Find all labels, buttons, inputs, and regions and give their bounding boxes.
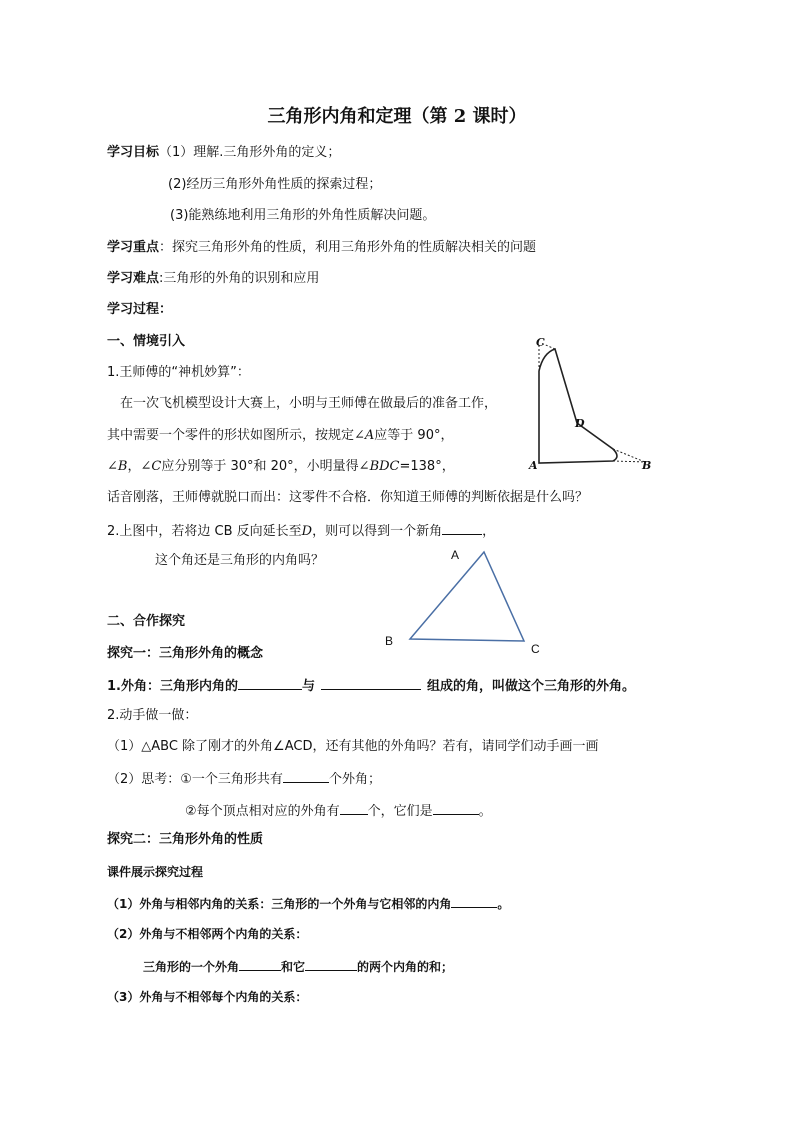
difficulty-label: 学习难点 (107, 271, 160, 286)
goal-2: (2)经历三角形外角性质的探索过程； (168, 177, 382, 192)
comma: ， (127, 459, 141, 474)
section2-heading: 二、合作探究 (107, 614, 186, 629)
question-draw: （1）△ABC 除了刚才的外角∠ACD，还有其他的外角吗？若有，请同学们动手画一画 (107, 739, 599, 754)
think-line-1 (107, 770, 381, 788)
goal-3: (3)能熟练地利用三角形的外角性质解决问题。 (170, 208, 436, 223)
think2-text-a: ②每个顶点相对应的外角有 (185, 804, 340, 819)
q2-text-2: ，则可以得到一个新角 (312, 524, 443, 539)
definition-blank-1[interactable] (238, 677, 302, 690)
key-point-label: 学习重点 (107, 240, 160, 255)
point-d: D (301, 524, 313, 539)
triangle-label-c: C (531, 642, 540, 656)
scenario-p3 (107, 459, 455, 475)
relation-2-blank-2[interactable] (305, 958, 357, 971)
q2-comma: ， (482, 524, 496, 539)
scenario-p2 (107, 428, 453, 444)
triangle-label-b: B (385, 634, 394, 648)
difficulty-text: :三角形的外角的识别和应用 (159, 271, 320, 286)
think2-text-c: 。 (478, 804, 492, 819)
triangle-abc (400, 548, 535, 648)
triangle-label-a: A (451, 548, 460, 562)
think-text-a: （2）思考：①一个三角形共有 (107, 772, 283, 787)
definition-line (107, 677, 635, 695)
angle-a: ∠A (354, 428, 375, 443)
goals-label: 学习目标 (107, 145, 160, 160)
part-figure (525, 335, 660, 475)
part-outline (539, 349, 617, 463)
scenario-p2-text: 其中需要一个零件的形状如图所示，按规定 (107, 428, 355, 443)
q2-blank[interactable] (442, 522, 482, 535)
relation-2-detail (143, 958, 453, 975)
figure-label-b: B (642, 459, 652, 472)
extension-b-top (613, 449, 645, 462)
scenario-p2-end: 应等于 90°， (374, 428, 454, 443)
triangle-shape (410, 552, 524, 641)
angle-bdc: ∠BDC (358, 459, 400, 474)
relation-2-text-c: 的两个内角的和； (357, 960, 454, 974)
definition-text-a: 1.外角：三角形内角的 (107, 679, 238, 694)
relation-2: （2）外角与不相邻两个内角的关系： (107, 927, 308, 941)
explore-1: 探究一：三角形外角的概念 (107, 646, 264, 661)
relation-2-text-a: 三角形的一个外角 (143, 960, 240, 974)
definition-blank-2[interactable] (321, 677, 421, 690)
q2-text: 2.上图中，若将边 CB 反向延长至 (107, 524, 302, 539)
scenario-p1: 在一次飞机模型设计大赛上，小明与王师傅在做最后的准备工作， (120, 396, 498, 411)
key-point-text: ：探究三角形外角的性质，利用三角形外角的性质解决相关的问题 (159, 240, 537, 255)
think2-blank-2[interactable] (433, 802, 479, 815)
figure-label-a: A (529, 459, 538, 472)
think-line-2 (185, 802, 492, 820)
extension-b-bottom (613, 461, 645, 462)
figure-label-d: D (575, 417, 585, 430)
scenario-p4: 话音刚落，王师傅就脱口而出：这零件不合格．你知道王师傅的判断依据是什么吗？ (107, 490, 589, 505)
hands-on: 2.动手做一做： (107, 708, 198, 723)
scenario-p3-text: 应分别等于 30°和 20°，小明量得 (161, 459, 359, 474)
relation-3: （3）外角与不相邻每个内角的关系： (107, 990, 308, 1004)
relation-1-blank[interactable] (451, 895, 497, 908)
relation-2-text-b: 和它 (281, 960, 306, 974)
figure-label-c: C (536, 336, 545, 349)
question-2-followup: 这个角还是三角形的内角吗？ (155, 553, 325, 568)
relation-1 (107, 895, 509, 912)
question-2 (107, 522, 495, 540)
relation-1-text: （1）外角与相邻内角的关系：三角形的一个外角与它相邻的内角 (107, 897, 452, 911)
difficulty (107, 271, 319, 287)
relation-2-blank-1[interactable] (239, 958, 281, 971)
courseware: 课件展示探究过程 (107, 865, 204, 879)
think2-blank-1[interactable] (340, 802, 368, 815)
definition-text-c: 组成的角，叫做这个三角形的外角。 (427, 679, 636, 694)
think-text-b: 个外角； (328, 772, 381, 787)
think-blank-1[interactable] (283, 770, 329, 783)
relation-1-end: 。 (497, 897, 510, 911)
q1-title: 1.王师傅的“神机妙算”： (107, 365, 250, 380)
process-label: 学习过程： (107, 302, 173, 317)
think2-text-b: 个，它们是 (367, 804, 433, 819)
page-title: 三角形内角和定理（第 2 课时） (267, 106, 527, 127)
scenario-p3-end: =138°， (399, 459, 455, 474)
section1-heading: 一、情境引入 (107, 334, 186, 349)
goal-1: （1）理解.三角形外角的定义； (159, 145, 341, 160)
goals-line-1 (107, 145, 340, 161)
definition-text-b: 与 (301, 679, 315, 694)
explore-2: 探究二：三角形外角的性质 (107, 832, 264, 847)
angle-b: ∠B (107, 459, 128, 474)
angle-c: ∠C (140, 459, 162, 474)
key-point (107, 240, 536, 256)
